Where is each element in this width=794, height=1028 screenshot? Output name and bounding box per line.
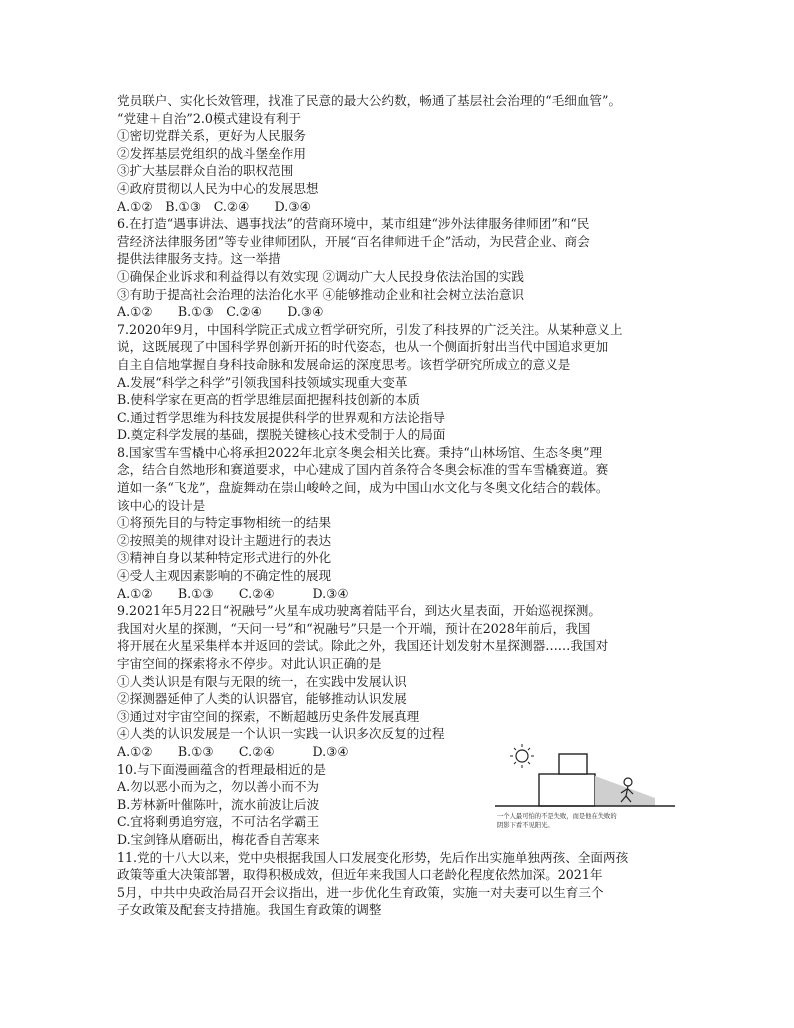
text-line: 5月，中共中央政治局召开会议指出，进一步优化生育政策，实施一对夫妻可以生育三个 [117,884,604,900]
text-line: ③有助于提高社会治理的法治化水平 ④能够推动企业和社会树立法治意识 [117,286,525,302]
text-line: 8.国家雪车雪橇中心将承担2022年北京冬奥会相关比赛。秉持“山林场馆、生态冬奥”理 [117,444,603,460]
text-line: ①将预先目的与特定事物相统一的结果 [117,515,332,531]
text-line: ①人类认识是有限与无限的统一，在实践中发展认识 [117,673,407,689]
text-line: 道如一条“飞龙”，盘旋舞动在崇山峻岭之间，成为中国山水文化与冬奥文化结合的载体。 [117,480,609,496]
text-line: 营经济法律服务团”等专业律师团队，开展“百名律师进千企”活动，为民营企业、商会 [117,233,590,249]
text-line: 10.与下面漫画蕴含的哲理最相近的是 [117,761,326,777]
text-line: A.发展“科学之科学”引领我国科技领域实现重大变革 [117,374,408,390]
text-line: ①确保企业诉求和利益得以有效实现 ②调动广大人民投身依法治国的实践 [117,268,525,284]
text-line: D.宝剑锋从磨砺出，梅花香自苦寒来 [117,831,320,847]
cartoon-illustration [495,736,675,832]
text-line: 子女政策及配套支持措施。我国生育政策的调整 [117,902,382,918]
text-line: ②按照美的规律对设计主题进行的表达 [117,532,332,548]
small-block [559,754,587,774]
text-line: 7.2020年9月，中国科学院正式成立哲学研究所，引发了科技界的广泛关注。从某种意义上 [117,321,623,337]
text-line: A.勿以恶小而为之，勿以善小而不为 [117,779,320,795]
text-line: A.①② B.①③ C.②④ D.③④ [117,198,311,214]
text-line: A.①② B.①③ C.②④ D.③④ [117,585,349,601]
text-line: A.①② B.①③ C.②④ D.③④ [117,304,324,320]
text-line: D.奠定科学发展的基础，摆脱关键核心技术受制于人的局面 [117,427,446,443]
text-line: 将开展在火星采集样本并返回的尝试。除此之外，我国还计划发射木星探测器……我国对 [117,638,609,654]
text-line: 政策等重大决策部署，取得积极成效，但近年来我国人口老龄化程度依然加深。2021年 [117,867,603,883]
text-line: A.①② B.①③ C.②④ D.③④ [117,743,349,759]
text-line: 该中心的设计是 [117,497,206,513]
text-line: 6.在打造“遇事讲法、遇事找法”的营商环境中，某市组建“涉外法律服务律师团”和“民 [117,216,590,232]
text-line: ③扩大基层群众自治的职权范围 [117,163,294,179]
text-line: 念，结合自然地形和赛道要求，中心建成了国内首条符合冬奥会标准的雪车雪橇赛道。赛 [117,462,609,478]
sun-icon [510,744,534,768]
text-line: ④人类的认识发展是一个认识一实践一认识多次反复的过程 [117,726,445,742]
text-line: B.使科学家在更高的哲学思维层面把握科技创新的本质 [117,392,420,408]
cartoon-caption-1: 一个人最可怕的不是失败，而是他在失败的 [497,813,617,820]
text-line: 说，这既展现了中国科学界创新开拓的时代姿态，也从一个侧面折射出当代中国追求更加 [117,339,609,355]
text-line: 自主自信地掌握自身科技命脉和发展命运的深度思考。该哲学研究所成立的意义是 [117,356,571,372]
text-line: 党员联户、实化长效管理，找准了民意的最大公约数，畅通了基层社会治理的“毛细血管”。 [117,93,622,108]
text-line: B.芳林新叶催陈叶，流水前波让后波 [117,796,320,812]
text-line: “党建＋自治”2.0模式建设有利于 [117,110,302,126]
text-line: ③通过对宇宙空间的探索，不断超越历史条件发展真理 [117,708,420,724]
text-line: 我国对火星的探测，“天问一号”和“祝融号”只是一个开端，预计在2028年前后，我国 [117,620,591,636]
text-line: 提供法律服务支持。这一举措 [117,251,281,267]
text-line: 11.党的十八大以来，党中央根据我国人口发展变化形势，先后作出实施单独两孩、全面两孩 [117,849,629,865]
text-line: 宇宙空间的探索将永不停步。对此认识正确的是 [117,656,382,671]
text-line: ②发挥基层党组织的战斗堡垒作用 [117,145,306,161]
cartoon-caption-2: 阴影下看不见阳光。 [497,822,554,829]
text-line: ①密切党群关系，更好为人民服务 [117,128,306,144]
text-line: ②探测器延伸了人类的认识器官，能够推动认识发展 [117,691,407,707]
text-line: ④政府贯彻以人民为中心的发展思想 [117,180,319,196]
text-line: C.通过哲学思维为科技发展提供科学的世界观和方法论指导 [117,409,446,425]
text-line: ④受人主观因素影响的不确定性的展现 [117,568,332,584]
text-line: C.宜将剩勇追穷寇，不可沽名学霸王 [117,814,320,830]
text-line: ③精神自身以某种特定形式进行的外化 [117,550,332,566]
text-line: 9.2021年5月22日“祝融号”火星车成功驶离着陆平台，到达火星表面，开始巡视探测。 [117,603,601,619]
large-block [539,774,595,806]
